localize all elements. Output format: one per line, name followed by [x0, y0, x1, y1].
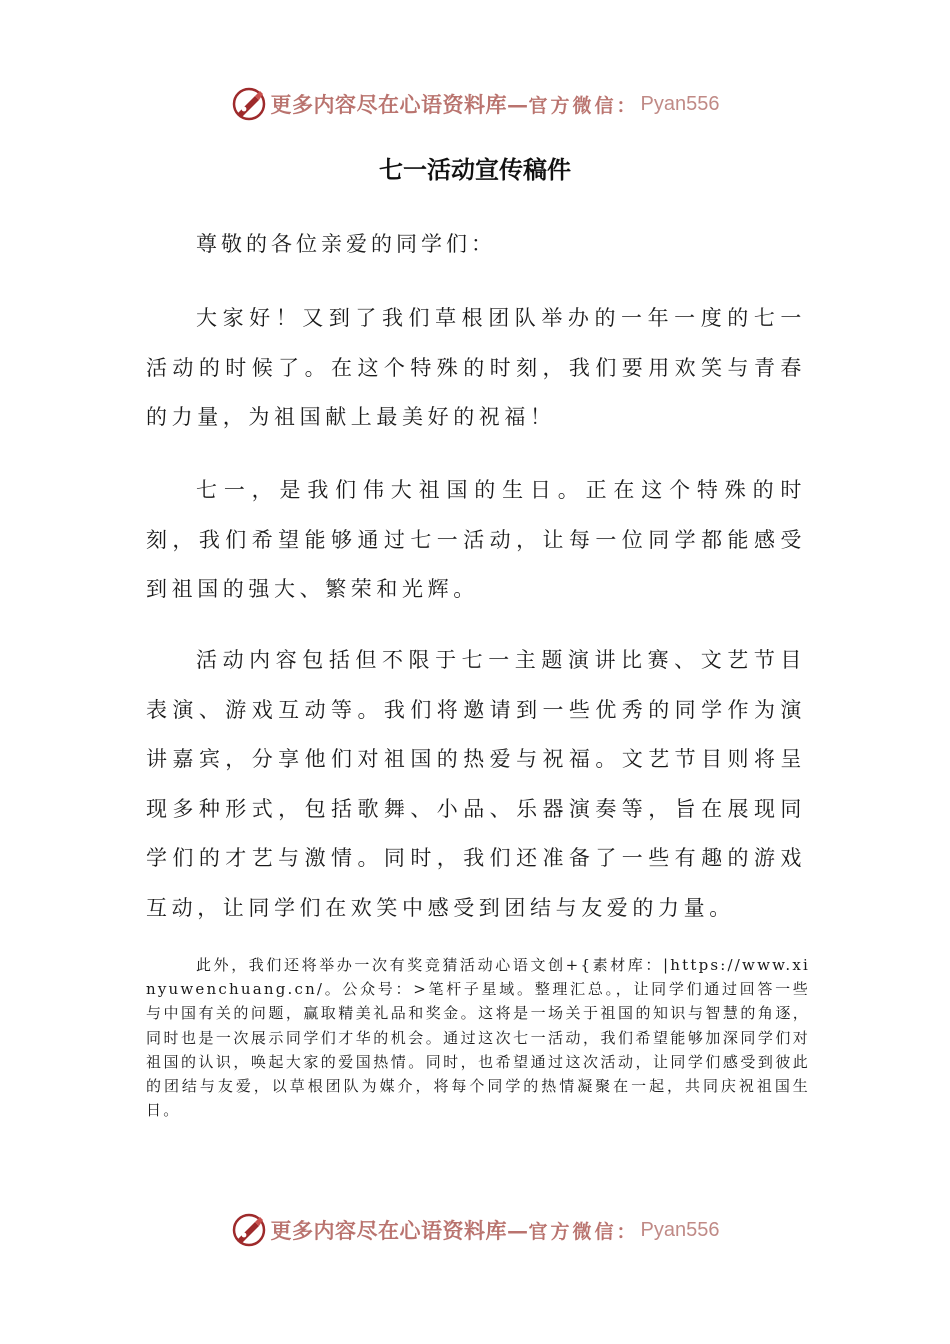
greeting: 尊敬的各位亲爱的同学们：: [196, 232, 496, 256]
banner-text: 更多内容尽在心语资料库—: [270, 92, 529, 117]
footer-banner: [0, 1210, 950, 1250]
banner-wechat-label: 官方微信：: [528, 94, 639, 117]
paragraph-2: 七一，是我们伟大祖国的生日。正在这个特殊的时刻，我们希望能够通过七一活动，让每一位同学都能感受到祖国的强大、繁荣和光辉。: [146, 478, 806, 601]
banner-text: 更多内容尽在心语资料库—: [270, 1218, 529, 1243]
paragraph-1: 大家好！又到了我们草根团队举办的一年一度的七一活动的时候了。在这个特殊的时刻，我们要用欢笑与青春的力量，为祖国献上最美好的祝福！: [146, 306, 806, 429]
banner-wechat-label: 官方微信：: [528, 1220, 639, 1243]
pen-logo-icon: [231, 1212, 267, 1248]
header-banner: [0, 84, 950, 124]
paragraph-4-small: 此外，我们还将举办一次有奖竞猜活动心语文创+{素材库：|https://www.xinyuwenchuang.cn/。公众号：>笔杆子星域。整理汇总。，让同学们通过回答一些与中国有关的问题，赢取精美礼品和奖金。这将是一场关于祖国的知识与智慧的角逐，同时也是一次展示同学们才华的机会。通过这次七一活动，我们希望能够加深同学们对祖国的认识，唤起大家的爱国热情。同时，也希望通过这次活动，让同学们感受到彼此的团结与友爱，以草根团队为媒介，将每个同学的热情凝聚在一起，共同庆祝祖国生日。: [146, 956, 810, 1120]
banner-wechat-id: Pyan556: [640, 92, 720, 115]
document-title: 七一活动宣传稿件: [379, 156, 571, 184]
banner-wechat-id: Pyan556: [640, 1218, 720, 1241]
paragraph-3: 活动内容包括但不限于七一主题演讲比赛、文艺节目表演、游戏互动等。我们将邀请到一些优秀的同学作为演讲嘉宾，分享他们对祖国的热爱与祝福。文艺节目则将呈现多种形式，包括歌舞、小品、乐器演奏等，旨在展现同学们的才艺与激情。同时，我们还准备了一些有趣的游戏互动，让同学们在欢笑中感受到团结与友爱的力量。: [146, 648, 806, 920]
pen-logo-icon: [231, 86, 267, 122]
